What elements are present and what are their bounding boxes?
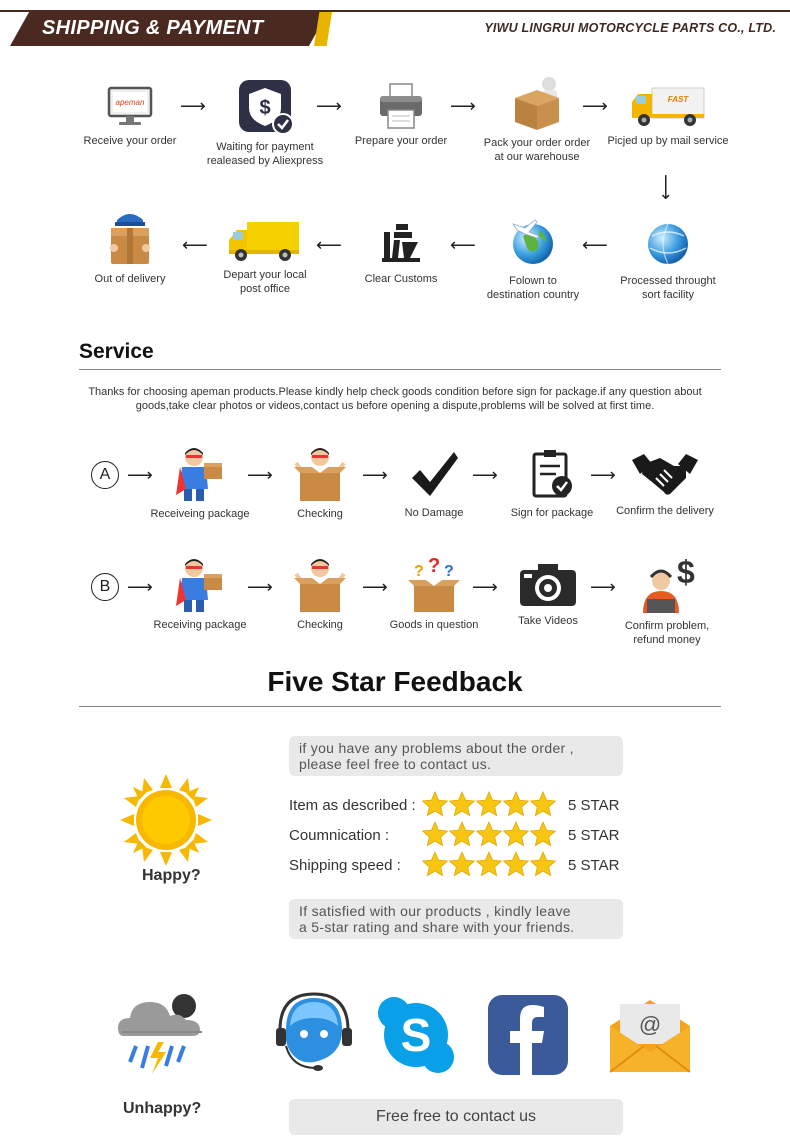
star-icon [477,852,502,876]
rating-stars [422,821,558,849]
arrow-right: ⟶ [590,465,616,485]
feedback-rule [79,706,721,707]
shipping-step-picked-up [603,82,733,148]
arrow-right: ⟶ [362,577,388,597]
step-label: Receive your order [83,135,177,147]
arrow-right: ⟶ [450,96,476,116]
rating-label: Item as described : [289,797,416,814]
step-label: Depart your local post office [223,269,307,295]
arrow-down: ⟶ [655,174,676,200]
route-a-step-receiving [135,445,265,521]
camera-icon [518,560,578,610]
route-b-marker: B [91,573,119,601]
arrow-right: ⟶ [247,577,273,597]
feedback-outro-bubble: If satisfied with our products , kindly leave a 5-star rating and share with your friends. [289,899,623,939]
svg-text:?: ? [444,563,454,580]
rating-value: 5 STAR [568,827,620,844]
step-label: Processed throught sort facility [620,275,716,301]
service-rule [79,369,721,370]
arrow-right: ⟶ [316,96,342,116]
step-label: Receiveing package [150,508,250,520]
step-label: Picjed up by mail service [607,135,729,147]
truck-badge: FAST [667,95,689,104]
arrow-left: ⟵ [582,235,608,255]
rating-value: 5 STAR [568,797,620,814]
star-icon [423,822,448,846]
arrow-right: ⟶ [472,577,498,597]
step-label: Prepare your order [354,135,448,147]
superhero-package-icon [172,445,228,503]
route-a-marker: A [91,461,119,489]
star-icon [477,792,502,816]
company-name: YIWU LINGRUI MOTORCYCLE PARTS CO., LTD. [484,21,776,35]
step-label: Sign for package [510,507,594,519]
shipping-step-customs [336,218,466,286]
handshake-icon [630,450,700,500]
shipping-step-destination [468,212,598,302]
box-packing-icon [507,74,567,132]
star-icon [423,792,448,816]
facebook-icon[interactable] [488,995,568,1075]
arrow-right: ⟶ [472,465,498,485]
unhappy-label: Unhappy? [123,1100,202,1117]
arrow-right: ⟶ [127,577,153,597]
star-icon [531,852,556,876]
page-title: SHIPPING & PAYMENT [42,17,264,39]
step-label: Receiving package [153,619,247,631]
courier-icon [105,208,155,268]
sign-clipboard-icon [526,448,578,502]
step-label: Out of delivery [94,273,166,285]
email-envelope-icon[interactable] [608,996,692,1076]
svg-text:$: $ [677,554,695,590]
email-at-symbol: @ [638,1012,662,1037]
sun-icon [120,774,212,866]
rating-stars [422,851,558,879]
feedback-intro-bubble: if you have any problems about the order , please feel free to contact us. [289,736,623,776]
step-label: Waiting for payment realeased by Aliexpress [206,141,324,167]
service-title: Service [79,340,154,363]
route-a-step-confirm-delivery [600,450,730,518]
refund-agent-icon [637,553,697,615]
customs-icon [376,218,426,268]
star-icon [450,852,475,876]
arrow-right: ⟶ [590,577,616,597]
star-icon [504,792,529,816]
superhero-package-icon [172,556,228,614]
arrow-left: ⟵ [182,235,208,255]
svg-text:?: ? [428,556,441,577]
service-description: Thanks for choosing apeman products.Please kindly help check goods condition before sign for package.if any question about goods,take clear photos or videos,contact us before opening a dispute,problems will be solved at first time. [88,386,702,412]
star-icon [504,852,529,876]
shipping-step-receive-order [65,80,195,148]
skype-icon[interactable] [376,995,456,1075]
star-icon [450,822,475,846]
star-icon [531,792,556,816]
arrow-right: ⟶ [180,96,206,116]
svg-text:S: S [400,1009,432,1061]
step-label: Checking [297,508,343,520]
step-label: Confirm problem, refund money [624,620,710,646]
printer-icon [376,80,426,130]
step-label: Checking [297,619,343,631]
arrow-right: ⟶ [362,465,388,485]
shipping-step-prepare-order [336,80,466,148]
shipping-step-out-of-delivery [65,208,195,286]
star-icon [423,852,448,876]
shipping-step-sort-facility [603,218,733,302]
svg-text:$: $ [259,97,271,119]
route-b-step-receiving [135,556,265,632]
arrow-right: ⟶ [247,465,273,485]
star-icon [450,792,475,816]
rating-label: Coumnication : [289,827,390,844]
computer-monitor-icon [105,80,155,130]
rating-value: 5 STAR [568,857,620,874]
step-label: Pack your order order at our warehouse [483,137,591,163]
shipping-step-pack-order [472,74,602,164]
step-label: Folown to destination country [486,275,580,301]
arrow-right: ⟶ [127,465,153,485]
step-label: Goods in question [389,619,479,631]
checkmark-icon [408,448,460,502]
chat-support-icon[interactable] [272,990,356,1078]
star-icon [477,822,502,846]
checking-box-icon [292,556,348,614]
svg-text:?: ? [414,563,424,580]
payment-shield-icon [235,78,295,136]
arrow-left: ⟵ [316,235,342,255]
feedback-title: Five Star Feedback [267,666,523,697]
globe-sort-icon [642,218,694,270]
rating-stars [422,791,558,819]
step-label: Confirm the delivery [616,505,714,517]
apeman-logo: apeman [115,98,145,107]
star-icon [531,822,556,846]
delivery-truck-icon [628,82,708,130]
checking-box-icon [292,445,348,503]
rating-label: Shipping speed : [289,857,401,874]
arrow-right: ⟶ [582,96,608,116]
step-label: No Damage [404,507,464,519]
storm-cloud-icon [114,990,208,1084]
header-rule [0,10,790,12]
arrow-left: ⟵ [450,235,476,255]
earth-plane-icon [505,212,561,270]
question-box-icon [406,556,462,614]
shipping-step-depart-post-office [200,218,330,296]
yellow-van-icon [225,218,305,264]
route-b-step-refund [602,553,732,647]
step-label: Take Videos [518,615,578,627]
step-label: Clear Customs [364,273,438,285]
star-icon [504,822,529,846]
shipping-step-waiting-payment [200,78,330,168]
contact-us-button[interactable]: Free free to contact us [289,1099,623,1135]
happy-label: Happy? [142,867,201,884]
